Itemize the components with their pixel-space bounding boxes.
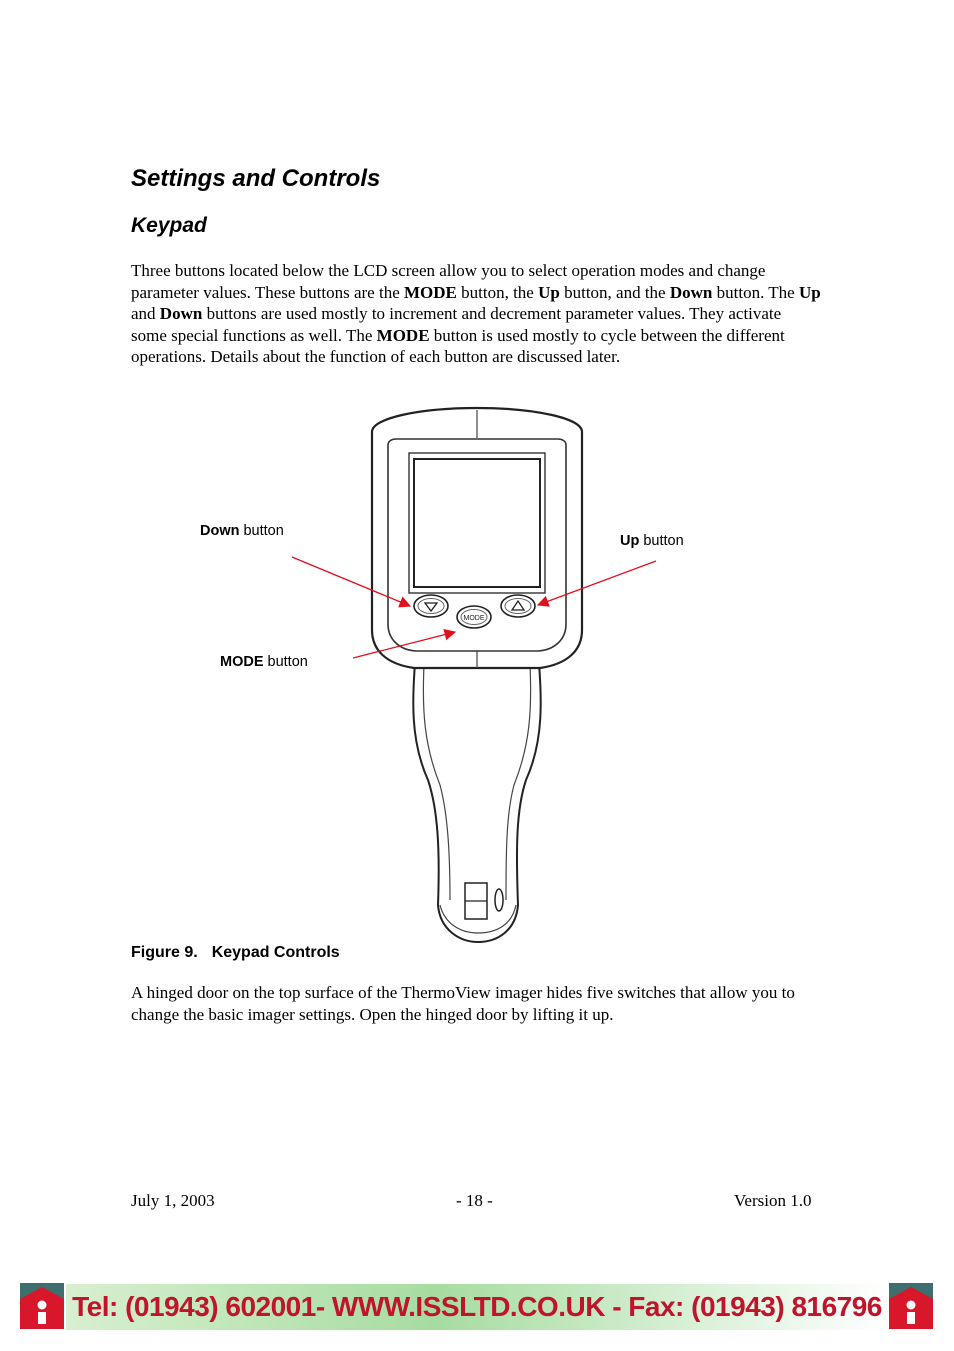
footer-date: July 1, 2003 (131, 1191, 215, 1210)
text-run: button, the (456, 282, 539, 302)
company-logo-icon (20, 1283, 64, 1329)
text-run: and (131, 304, 160, 324)
text-run: button, and the (559, 282, 670, 302)
bold-term: MODE (404, 282, 457, 302)
mode-key-label: MODE (463, 615, 485, 622)
footer-page-number: - 18 - (456, 1191, 493, 1210)
contact-banner (66, 1284, 888, 1330)
text-run: button. The (712, 282, 799, 302)
text-run: button is used mostly to cycle between the different operations. Details about the function of each button are discussed later. (131, 325, 785, 367)
bold-term: Up (798, 282, 821, 302)
contact-banner-text: Tel: (01943) 602001- WWW.ISSLTD.CO.UK - Fax: (01943) 816796 (72, 1291, 882, 1322)
figure-caption: Figure 9. Keypad Controls (131, 944, 340, 961)
company-logo-icon (889, 1283, 933, 1329)
subsection-heading: Keypad (131, 214, 207, 237)
bold-term: Up (538, 282, 560, 302)
section-heading: Settings and Controls (131, 165, 381, 192)
bold-term: Down (159, 304, 203, 324)
hinged-door-paragraph: A hinged door on the top surface of the ThermoView imager hides five switches that allow you to change the basic imager settings. Open the hinged door by lifting it up. (131, 983, 795, 1024)
text-run: buttons are used mostly to increment and decrement parameter values. They activate some special functions as well. The (131, 304, 782, 345)
thermal-imager-illustration (0, 400, 954, 950)
down-button-callout: Down button (200, 523, 284, 539)
up-button-callout: Up button (620, 533, 684, 549)
bold-term: MODE (376, 325, 430, 345)
mode-button-callout: MODE button (220, 654, 308, 670)
bold-term: Down (669, 282, 713, 302)
footer-version: Version 1.0 (734, 1191, 812, 1210)
lcd-screen (414, 459, 540, 587)
keypad-description-paragraph (131, 260, 821, 368)
text-run: Three buttons located below the LCD screen allow you to select operation modes and change parameter values. These buttons are the (131, 261, 766, 302)
keypad-figure (0, 400, 954, 950)
